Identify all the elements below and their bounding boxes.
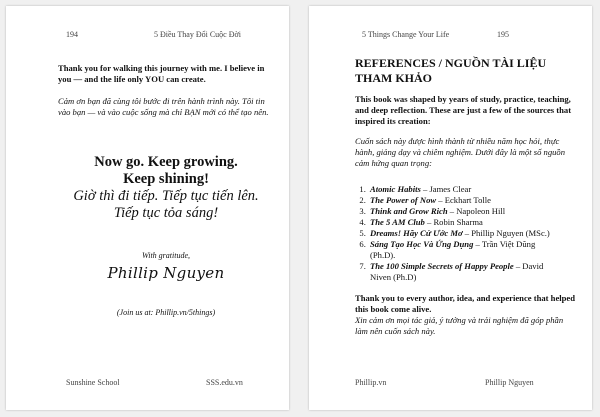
left-page <box>6 6 289 410</box>
closing-vietnamese-line-2: Tiếp tục tỏa sáng! <box>113 205 219 221</box>
footer-left: Phillip.vn <box>355 378 387 387</box>
footer-left: Sunshine School <box>66 378 120 387</box>
thanks-vietnamese: Xin cảm ơn mọi tác giả, ý tưởng và trải nghiệm đã góp phần làm nên cuốn sách này. <box>355 315 564 336</box>
list-item: 2. The Power of Now – Eckhart Tolle <box>368 195 560 206</box>
closing-english-line-2: Keep shining! <box>123 171 209 187</box>
intro-english: This book was shaped by years of study, practice, teaching, and deep reflection. These are just a few of the sources that inspired its creation: <box>355 94 572 126</box>
references-heading: REFERENCES / NGUỒN TÀI LIỆU THAM KHẢO <box>355 56 547 85</box>
page-number: 195 <box>497 30 509 39</box>
thanks-english: Thank you to every author, idea, and experience that helped this book come alive. <box>355 293 576 314</box>
running-title: 5 Điều Thay Đổi Cuộc Đời <box>154 30 241 39</box>
list-item: 6. Sáng Tạo Học Và Ứng Dụng – Trần Việt Dũng (Ph.D). <box>368 239 560 261</box>
footer-right: Phillip Nguyen <box>485 378 534 387</box>
thanks-vietnamese: Cảm ơn bạn đã cùng tôi bước đi trên hành trình này. Tôi tin vào bạn — và vào cuộc sống mà chỉ BẠN mới có thể tạo nên. <box>58 96 269 117</box>
right-page <box>309 6 592 410</box>
running-title: 5 Things Change Your Life <box>362 30 450 39</box>
signature: Phillip Nguyen <box>107 264 225 282</box>
footer-right: SSS.edu.vn <box>206 378 243 387</box>
list-item: 5. Dreams! Hãy Cứ Ước Mơ – Phillip Nguyen (MSc.) <box>368 228 560 239</box>
list-item: 1. Atomic Habits – James Clear <box>368 184 560 195</box>
references-list <box>355 184 560 283</box>
list-item: 4. The 5 AM Club – Robin Sharma <box>368 217 560 228</box>
thanks-english: Thank you for walking this journey with me. I believe in you — and the life only YOU can create. <box>58 63 265 84</box>
closing-vietnamese-line-1: Giờ thì đi tiếp. Tiếp tục tiến lên. <box>73 188 259 204</box>
gratitude-line: With gratitude, <box>142 251 190 260</box>
list-item: 7. The 100 Simple Secrets of Happy People – David Niven (Ph.D) <box>368 261 560 283</box>
intro-vietnamese: Cuốn sách này được hình thành từ nhiều năm học hỏi, thực hành, giảng dạy và chiêm nghiệm. Dưới đây là một số nguồn cảm hứng quan trọng: <box>355 136 566 168</box>
list-item: 3. Think and Grow Rich – Napoleon Hill <box>368 206 560 217</box>
join-link: (Join us at: Phillip.vn/5things) <box>116 308 216 317</box>
closing-english-line-1: Now go. Keep growing. <box>94 154 238 170</box>
page-number: 194 <box>66 30 78 39</box>
closing-message <box>46 154 286 222</box>
